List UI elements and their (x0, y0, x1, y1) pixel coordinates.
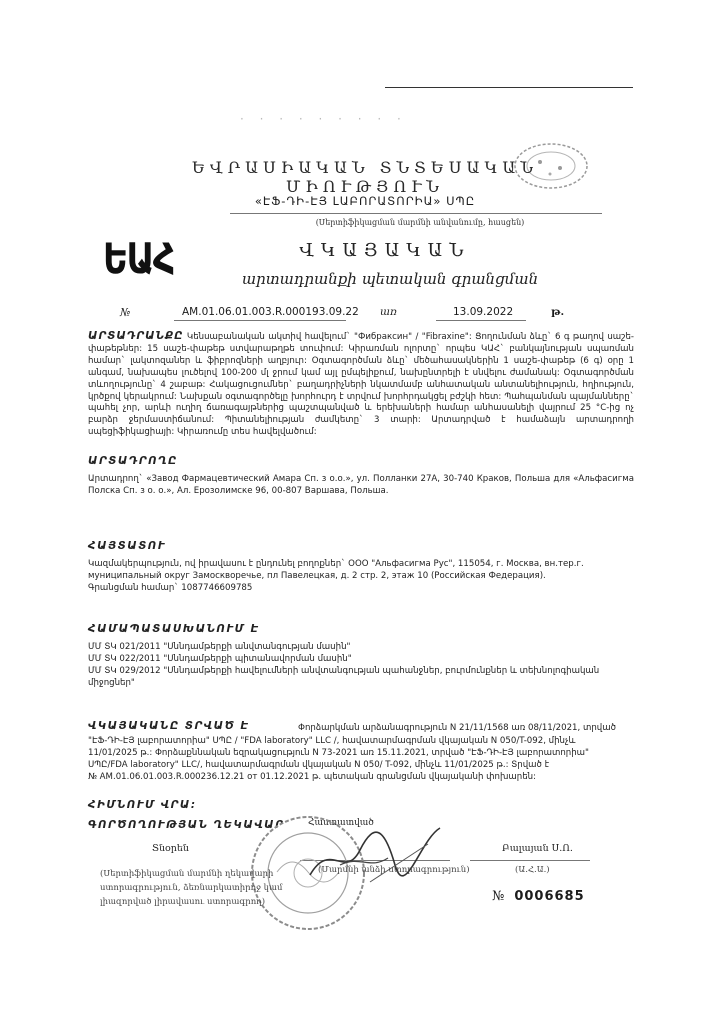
additional-heading: ՀԻՄՆՈՒՄ ՎՐԱ: (88, 799, 197, 811)
manufacturer-text: Արտադրող` «Завод Фармацевтический Амара Сп. з о.о.», ул. Полланки 27А, 30-740 Краков, Польша для «Альфасигма Полска Сп. з о. о.», Ал. Ерозолимске 96, 00-807 Варшава, Польша. (88, 474, 634, 496)
issued-line: "ԷՖ-ԴԻ-ԷՅ լաբորատորիա" ՍՊԸ / "FDA laboratory" LLC /, հավատարմագրման վկայական N 050/T-092, մինչև (88, 736, 576, 746)
product-text: Կենսաբանական ակտիվ հավելում` "Фибраксин" / "Fibraxine": Ցողունման ձևը` 6 գ թաղով սաշե-փաթեթներ: 15 սաշե-փաթեթ ստվարաթղթե տուփում: Կիրառման ոլորտը` որպես ԿԱՀ` բանկայնության սպառման համար` լակտոզաներ և ֆիբրոզների աղբյուր: Օգտագործման ձևը` մեծահասակներին 1 սաշե-փաթեթ (6 գ) օրը 1 անգամ, նախապես լուծելով 100-200 մլ ջրում կամ այլ ըմպելիքում, նախընտրելի է սնվելու ժամանակ: Օգտագործման տևողությունը` 4 շաբաթ: Հակացուցումներ` բաղադրիչների նկատմամբ անհատական անտանելիություն, հղիություն, կրծքով կերակրում: Նախքան օգտագործելը խորհուրդ է տրվում խորհրդակցել բժշկի հետ: Պահպանման պայմանները` պահել չոր, արևի ուղիղ ճառագայթներից պաշտպանված և երեխաների համար անհասանելի վայրում 25 °C-ից ոչ բարձր ջերմաստիճանում: Պիտանելիության ժամկետը` 3 տարի: Արտադրված է համաձայն արտադրողի սպեցիֆիկացիայի: Կիրառումը տես հավելվածում: (88, 332, 634, 438)
stamp-word: Հաստատված (308, 818, 374, 828)
signature-icon (300, 820, 450, 890)
product-heading: ԱՐՏԱԴՐԱՆՔԸ (88, 330, 184, 342)
compliance-line: ՄՄ ՏԿ 022/2011 "Սննդամթերքի պիտանավորման մասին" (88, 654, 352, 664)
date-label: առ (380, 306, 397, 318)
serial-sign: № (492, 889, 505, 904)
director-label: Տնօրեն (152, 843, 189, 854)
issued-line: 11/01/2025 թ.: Փորձաքննական եզրակացություն N 73-2021 առ 15.11.2021, տրված "ԷՖ-ԴԻ-ԷՅ լաբորատորիա" (88, 748, 589, 758)
lab-underline (230, 213, 602, 214)
applicant-heading: ՀԱՅՏԱՏՈՒ (88, 540, 167, 552)
issued-line: ՍՊԸ/FDA laboratory" LLC/, հավատարմագրման վկայական N 050/ T-092, մինչև 11/01/2025 թ.: Տրված է (88, 760, 550, 770)
name-line (470, 860, 590, 861)
compliance-heading: ՀԱՄԱՊԱՏԱՍԽԱՆՈՒՄ Է (88, 623, 260, 635)
registration-number: AM.01.06.01.003.R.000193.09.22 (182, 306, 359, 318)
issued-heading: ՎԿԱՅԱԿԱՆԸ ՏՐՎԱԾ Է (88, 720, 250, 732)
left-caption-line: լիազորված լիրավասու ստորագրող) (100, 897, 266, 907)
document-title: ՎԿԱՅԱԿԱՆ (299, 240, 471, 261)
left-caption-line: (Սերտիֆիկացման մարմնի ղեկավարի (100, 869, 274, 879)
director-name: Բալայան Ս.Ո. (502, 843, 573, 854)
lab-name: «ԷՖ-ԴԻ-ԷՅ ԼԱԲՈՐԱՏՈՐԻԱ» ՍՊԸ (254, 194, 476, 208)
signature-caption: (Մարմնի անձի ստորագրություն) (318, 865, 470, 875)
applicant-line: муниципальный округ Замоскворечье, пл Павелецкая, д. 2 стр. 2, этаж 10 (Российская Федерация). (88, 571, 546, 581)
compliance-line: միջոցներ" (88, 678, 135, 688)
top-rule (385, 87, 633, 88)
applicant-line: Կազմակերպություն, ով իրավասու է ընդունել բողոքներ` ООО "Альфасигма Рус", 115054, г. Москва, вн.тер.г. (88, 559, 584, 569)
serial-number-block (492, 889, 585, 904)
compliance-line: ՄՄ ՏԿ 021/2011 "Սննդամթերքի անվտանգության մասին" (88, 642, 351, 652)
document-subtitle: արտադրանքի պետական գրանցման (241, 270, 539, 288)
lab-caption: (Սերտիֆիկացման մարմնի անվանումը, հասցեն) (315, 218, 525, 227)
date-suffix: թ. (551, 306, 565, 318)
scan-noise: · · · · · · · · · (240, 112, 407, 126)
left-caption-line: ստորագրություն, ձեռնարկատիրոջ կամ (100, 883, 283, 893)
product-section (88, 331, 634, 439)
initials-caption: (Ա.Հ.Ա.) (515, 865, 550, 875)
number-underline (174, 320, 346, 321)
date-underline (436, 320, 526, 321)
compliance-line: ՄՄ ՏԿ 029/2012 "Սննդամթերքի հավելումների անվտանգության պահանջներ, բուրմունքներ և տեխնոլոգիական (88, 666, 600, 676)
registration-date: 13.09.2022 (453, 306, 514, 318)
union-title: ԵՎՐԱՍԻԱԿԱՆ ՏՆՏԵՍԱԿԱՆ ՄԻՈՒԹՅՈՒՆ (191, 158, 539, 196)
org-head-label: ԳՈՐԾՈՂՈՒԹՅԱՆ ՂԵԿԱՎԱՐ (88, 819, 285, 831)
issued-line: № AM.01.06.01.003.R.000236.12.21 от 01.12.2021 թ. պետական գրանցման վկայականի փոխարեն: (88, 772, 536, 782)
manufacturer-heading: ԱՐՏԱԴՐՈՂԸ (88, 455, 178, 467)
number-sign: № (120, 306, 131, 319)
eac-logo: ԵԱՀ (103, 234, 174, 283)
serial-number: 0006685 (514, 889, 585, 904)
registration-row (118, 306, 588, 324)
applicant-line: Գրանցման համար` 1087746609785 (88, 583, 253, 593)
issued-line: Փորձարկման արձանագրություն N 21/11/1568 առ 08/11/2021, տրված (298, 723, 616, 733)
